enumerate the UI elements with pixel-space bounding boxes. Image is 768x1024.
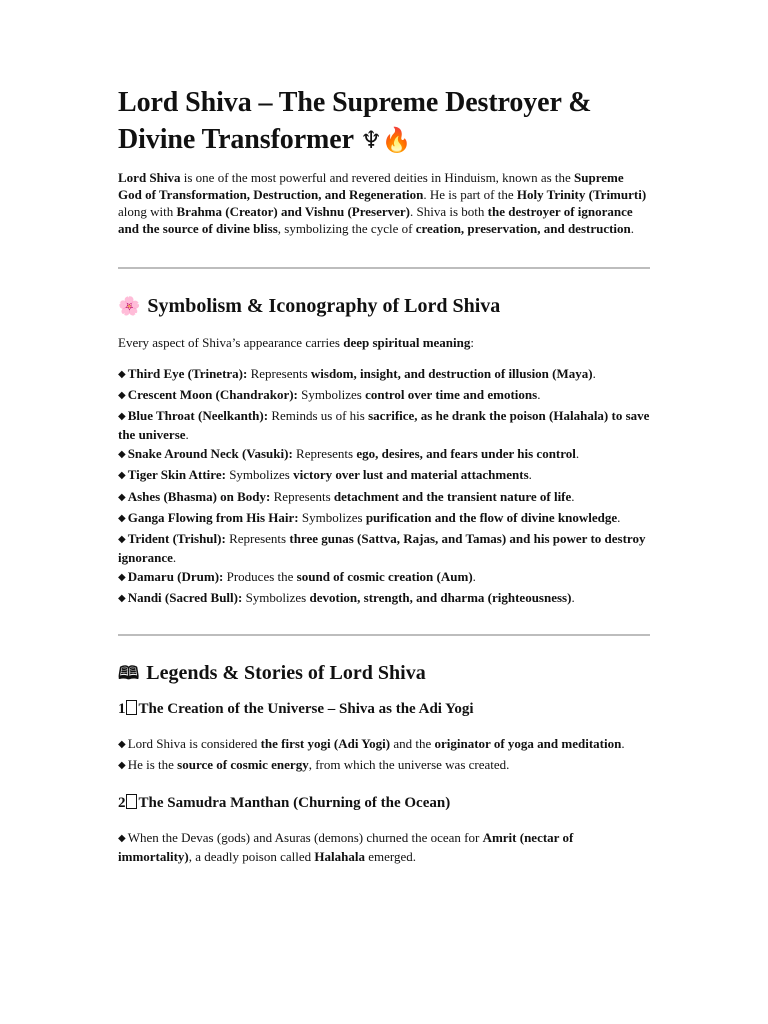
text-run: detachment and the transient nature of life [333,488,572,504]
intro-run: the destroyer of ignorance and the source of divine bliss [118,204,633,236]
section-divider [118,267,650,269]
text-run: Represents [247,366,311,381]
symbolism-item [118,446,650,465]
text-run: . [621,736,625,752]
diamond-bullet-icon: ◆ [118,449,126,461]
text-run: Snake Around Neck (Vasuki): [127,446,293,462]
title-line-2: Divine Transformer [118,124,354,155]
diamond-bullet-icon: ◆ [118,571,126,583]
document-content [118,84,650,867]
story-line [118,830,650,865]
diamond-bullet-icon: ◆ [118,533,126,545]
intro-run: Lord Shiva [118,170,181,185]
story-heading [118,699,650,719]
text-run: emerged. [364,848,417,864]
diamond-bullet-icon: ◆ [118,833,126,845]
legends-heading-text: Legends & Stories of Lord Shiva [146,662,426,685]
story-line [118,757,650,776]
trident-fire-icon: ♆🔥 [360,126,412,154]
text-run: Represents [292,446,357,462]
text-run: originator of yoga and meditation [434,736,622,752]
text-run: . [571,589,575,605]
text-run: . [592,366,596,381]
diamond-bullet-icon: ◆ [118,411,126,423]
text-run: , from which the universe was created. [308,756,510,772]
symbolism-heading [118,293,650,320]
intro-run: . He is part of the [423,187,517,202]
text-run: Tiger Skin Attire: [127,467,226,483]
symbolism-item [118,489,650,508]
text-run: Third Eye (Trinetra): [127,366,248,381]
title-line-1: Lord Shiva – The Supreme Destroyer & [118,87,592,118]
text-run: victory over lust and material attachments [293,467,529,483]
text-run: sacrifice, as he drank the poison (Halahala) to save the universe [118,408,650,442]
symbolism-item [118,467,650,486]
text-run: . [185,426,189,442]
lead-run: Every aspect of Shiva’s appearance carries [118,335,344,350]
intro-run: . [630,221,635,236]
text-run: Halahala [314,848,365,864]
intro-run: , symbolizing the cycle of [277,221,416,236]
symbolism-list [118,366,650,608]
diamond-bullet-icon: ◆ [118,491,126,503]
text-run: Symbolizes [225,467,294,483]
text-run: Reminds us of his [268,408,369,424]
text-run: Nandi (Sacred Bull): [127,589,243,605]
symbolism-item [118,531,650,566]
text-run: and the [390,736,435,752]
text-run: three gunas (Sattva, Rajas, and Tamas) and his power to destroy ignorance [118,530,646,565]
text-run: When the Devas (gods) and Asuras (demons) churned the ocean for [127,830,483,846]
intro-run: is one of the most powerful and revered deities in Hinduism, known as the [180,170,575,185]
symbolism-heading-text: Symbolism & Iconography of Lord Shiva [147,295,501,317]
text-run: . [617,509,621,525]
text-run: the first yogi (Adi Yogi) [260,736,391,752]
lead-run: deep spiritual meaning [343,335,471,350]
section-divider [118,634,650,636]
intro-run: creation, preservation, and destruction [415,221,631,236]
lead-run: : [470,335,474,350]
text-run: sound of cosmic creation (Aum) [296,568,473,584]
flower-icon: 🌸 [118,296,141,317]
text-run: Blue Throat (Neelkanth): [127,408,269,424]
intro-run: along with [118,204,177,219]
text-run: Damaru (Drum): [127,568,224,584]
intro-paragraph [118,169,650,237]
story-number: 1 [118,701,126,718]
text-run: Crescent Moon (Chandrakor): [127,387,298,403]
story-line [118,736,650,755]
text-run: Lord Shiva is considered [127,736,261,752]
text-run: Ganga Flowing from His Hair: [127,509,299,525]
symbolism-item [118,590,650,609]
text-run: Symbolizes [297,387,366,403]
diamond-bullet-icon: ◆ [118,390,126,402]
text-run: control over time and emotions [365,387,538,403]
text-run: Produces the [223,568,297,584]
text-run: Represents [270,488,334,504]
text-run: ego, desires, and fears under his control [356,446,576,462]
diamond-bullet-icon: ◆ [118,759,126,771]
text-run: devotion, strength, and dharma (righteousness) [309,589,572,605]
text-run: . [172,549,177,565]
text-run: , a deadly poison called [188,848,315,864]
intro-run: Holy Trinity (Trimurti) [516,187,647,202]
story-body [118,830,650,865]
text-run: Trident (Trishul): [127,530,226,546]
text-run: . [472,568,476,584]
text-run: Symbolizes [242,589,310,605]
diamond-bullet-icon: ◆ [118,512,126,524]
text-run: source of cosmic energy [177,756,309,772]
text-run: Represents [225,530,290,546]
text-run: purification and the flow of divine knowledge [365,509,618,525]
intro-run: Supreme God of Transformation, Destruction, and Regeneration [118,170,624,202]
text-run: . [528,467,532,483]
text-run: Amrit (nectar of immortality) [118,830,574,864]
story-title: The Creation of the Universe – Shiva as the Adi Yogi [138,701,474,718]
symbolism-item [118,387,650,406]
story-body [118,736,650,775]
page-title [118,84,650,159]
missing-glyph-icon [126,794,137,809]
story-number: 2 [118,795,126,812]
book-icon: 🕮 [118,663,140,685]
text-run: . [537,387,541,403]
story-heading [118,793,650,813]
diamond-bullet-icon: ◆ [118,592,126,604]
text-run: . [575,446,580,462]
diamond-bullet-icon: ◆ [118,470,126,482]
legends-stories [118,699,650,865]
symbolism-lead [118,334,650,351]
legends-heading [118,660,650,687]
text-run: Symbolizes [298,509,366,525]
text-run: . [571,488,575,504]
symbolism-item [118,408,650,443]
text-run: wisdom, insight, and destruction of illusion (Maya) [310,366,593,381]
intro-run: . Shiva is both [410,204,488,219]
symbolism-item [118,510,650,529]
text-run: Ashes (Bhasma) on Body: [127,488,271,504]
intro-run: Brahma (Creator) and Vishnu (Preserver) [176,204,410,219]
missing-glyph-icon [126,700,137,715]
diamond-bullet-icon: ◆ [118,739,126,751]
symbolism-item [118,569,650,588]
text-run: He is the [127,756,178,772]
symbolism-item [118,366,650,385]
diamond-bullet-icon: ◆ [118,369,126,380]
story-title: The Samudra Manthan (Churning of the Ocean) [138,795,451,812]
